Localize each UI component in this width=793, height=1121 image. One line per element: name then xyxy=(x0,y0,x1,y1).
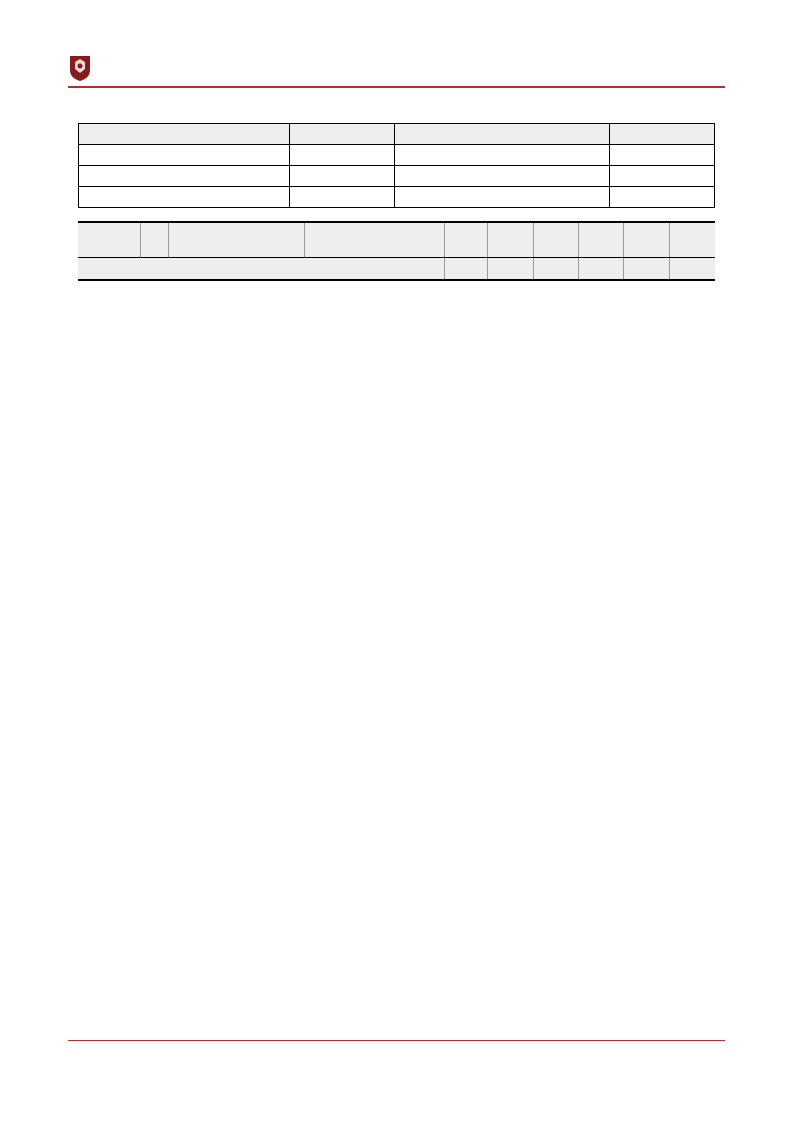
total-general xyxy=(444,258,487,281)
summary-cell xyxy=(289,187,395,208)
summary-header-cell xyxy=(395,124,610,145)
total-label xyxy=(78,258,444,281)
summary-cell xyxy=(79,166,290,187)
university-seal-icon xyxy=(68,54,92,82)
summary-cell xyxy=(79,187,290,208)
summary-cell xyxy=(395,166,610,187)
total-overseas xyxy=(669,258,715,281)
summary-header-row xyxy=(79,124,715,145)
summary-cell xyxy=(79,145,290,166)
summary-cell xyxy=(395,145,610,166)
footer-rule xyxy=(68,1040,725,1041)
summary-cell xyxy=(289,145,395,166)
summary-cell xyxy=(395,187,610,208)
header-bachelor xyxy=(487,222,533,258)
summary-header-cell xyxy=(610,124,715,145)
header-college xyxy=(78,222,140,258)
summary-cell xyxy=(610,166,715,187)
header-special xyxy=(533,222,578,258)
total-equal xyxy=(623,258,669,281)
total-row xyxy=(78,258,715,281)
summary-row xyxy=(79,166,715,187)
summary-table xyxy=(78,123,715,208)
total-special xyxy=(533,258,578,281)
total-bachelor xyxy=(487,258,533,281)
header-overseas xyxy=(669,222,715,258)
header-equal xyxy=(623,222,669,258)
header-dept xyxy=(168,222,304,258)
header-unit xyxy=(304,222,444,258)
summary-header-cell xyxy=(79,124,290,145)
summary-row xyxy=(79,145,715,166)
header-general xyxy=(444,222,487,258)
summary-cell xyxy=(289,166,395,187)
header-track xyxy=(140,222,168,258)
university-header xyxy=(68,52,725,86)
table-header-row xyxy=(78,222,715,258)
summary-cell xyxy=(610,187,715,208)
header-rule xyxy=(68,86,725,88)
summary-cell xyxy=(610,145,715,166)
header-rural xyxy=(578,222,623,258)
summary-header-cell xyxy=(289,124,395,145)
total-rural xyxy=(578,258,623,281)
recruitment-table xyxy=(78,221,715,281)
summary-row xyxy=(79,187,715,208)
